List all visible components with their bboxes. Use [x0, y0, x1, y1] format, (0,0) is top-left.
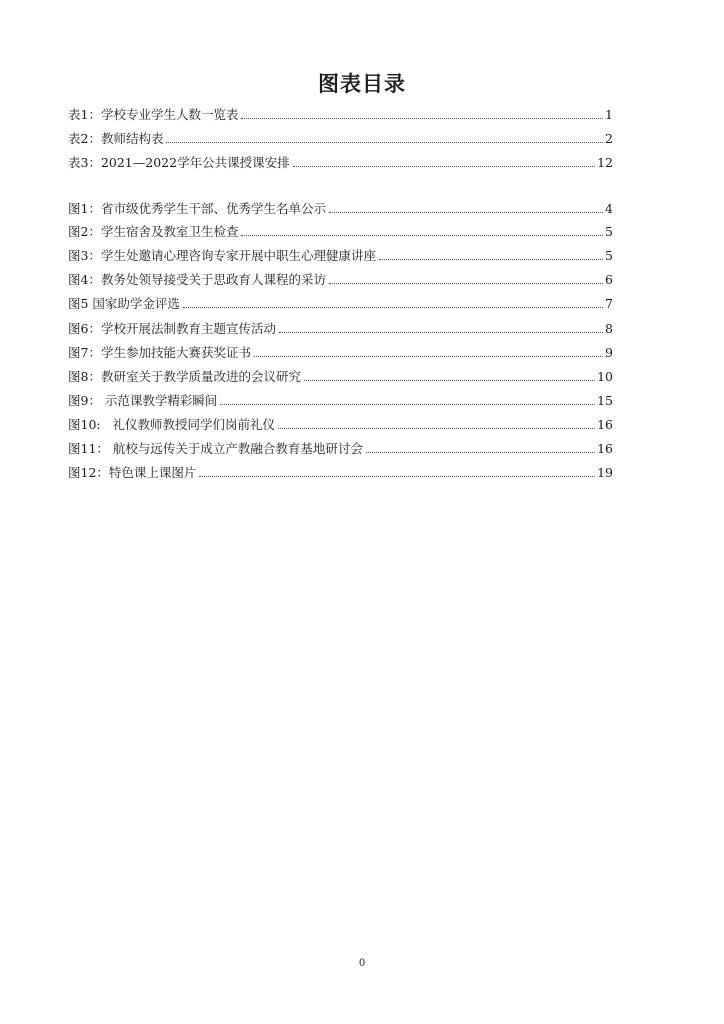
toc-entry-figure-10[interactable]	[68, 414, 613, 432]
dot-leader	[220, 404, 595, 405]
toc-entry-figure-4[interactable]	[68, 269, 613, 287]
dot-leader	[329, 283, 603, 284]
toc-entry-figure-5[interactable]	[68, 293, 613, 311]
dot-leader	[254, 356, 603, 357]
toc-entry-page: 5	[605, 248, 613, 263]
toc-entry-label: 表3：2021—2022学年公共课授课安排	[68, 155, 290, 170]
toc-entry-figure-2[interactable]	[68, 221, 613, 239]
dot-leader	[304, 380, 595, 381]
toc-entry-label: 图2：学生宿舍及教室卫生检查	[68, 224, 239, 239]
toc-entry-figure-9[interactable]	[68, 390, 613, 408]
toc-entry-label: 图5 国家助学金评选	[68, 296, 180, 311]
toc-entry-label: 图7：学生参加技能大赛获奖证书	[68, 345, 251, 360]
toc-entry-page: 2	[605, 131, 613, 146]
toc-entry-figure-11[interactable]	[68, 438, 613, 456]
toc-entry-label: 表2：教师结构表	[68, 131, 164, 146]
dot-leader	[379, 259, 603, 260]
dot-leader	[279, 332, 603, 333]
toc-entry-label: 图12：特色课上课图片	[68, 465, 197, 480]
toc-entry-figure-7[interactable]	[68, 342, 613, 360]
toc-entry-figure-1[interactable]	[68, 198, 613, 216]
toc-entry-label: 图6：学校开展法制教育主题宣传活动	[68, 321, 276, 336]
toc-entry-label: 图3：学生处邀请心理咨询专家开展中职生心理健康讲座	[68, 248, 376, 263]
toc-entry-page: 6	[605, 272, 613, 287]
toc-entry-page: 12	[597, 155, 613, 170]
toc-entry-page: 8	[605, 321, 613, 336]
toc-entry-page: 10	[597, 369, 613, 384]
toc-entry-figure-6[interactable]	[68, 318, 613, 336]
dot-leader	[366, 452, 595, 453]
dot-leader	[278, 428, 595, 429]
toc-entry-figure-12[interactable]	[68, 462, 613, 480]
toc-entry-figure-3[interactable]	[68, 245, 613, 263]
toc-entry-figure-8[interactable]	[68, 366, 613, 384]
toc-entry-page: 5	[605, 224, 613, 239]
toc-entry-label: 图8：教研室关于教学质量改进的会议研究	[68, 369, 301, 384]
toc-entry-table-2[interactable]	[68, 128, 613, 146]
toc-entry-label: 图9： 示范课教学精彩瞬间	[68, 393, 218, 408]
page-title: 图表目录	[318, 72, 406, 96]
dot-leader	[241, 118, 603, 119]
toc-entry-page: 16	[597, 441, 613, 456]
dot-leader	[329, 212, 603, 213]
dot-leader	[241, 235, 603, 236]
toc-entry-page: 19	[597, 465, 613, 480]
toc-entry-label: 图1：省市级优秀学生干部、优秀学生名单公示	[68, 201, 326, 216]
dot-leader	[183, 307, 603, 308]
toc-entry-page: 4	[605, 201, 613, 216]
toc-entry-label: 图4：教务处领导接受关于思政育人课程的采访	[68, 272, 326, 287]
toc-entry-table-3[interactable]	[68, 152, 613, 170]
toc-entry-label: 图11： 航校与远传关于成立产教融合教育基地研讨会	[68, 441, 363, 456]
dot-leader	[199, 476, 595, 477]
dot-leader	[166, 142, 603, 143]
toc-entry-page: 9	[605, 345, 613, 360]
dot-leader	[293, 166, 596, 167]
toc-entry-page: 1	[605, 107, 613, 122]
toc-entry-page: 16	[597, 417, 613, 432]
toc-entry-label: 表1：学校专业学生人数一览表	[68, 107, 239, 122]
toc-entry-page: 7	[605, 296, 613, 311]
page-number: 0	[358, 958, 366, 969]
toc-entry-page: 15	[597, 393, 613, 408]
toc-entry-table-1[interactable]	[68, 104, 613, 122]
toc-entry-label: 图10: 礼仪教师教授同学们岗前礼仪	[68, 417, 276, 432]
